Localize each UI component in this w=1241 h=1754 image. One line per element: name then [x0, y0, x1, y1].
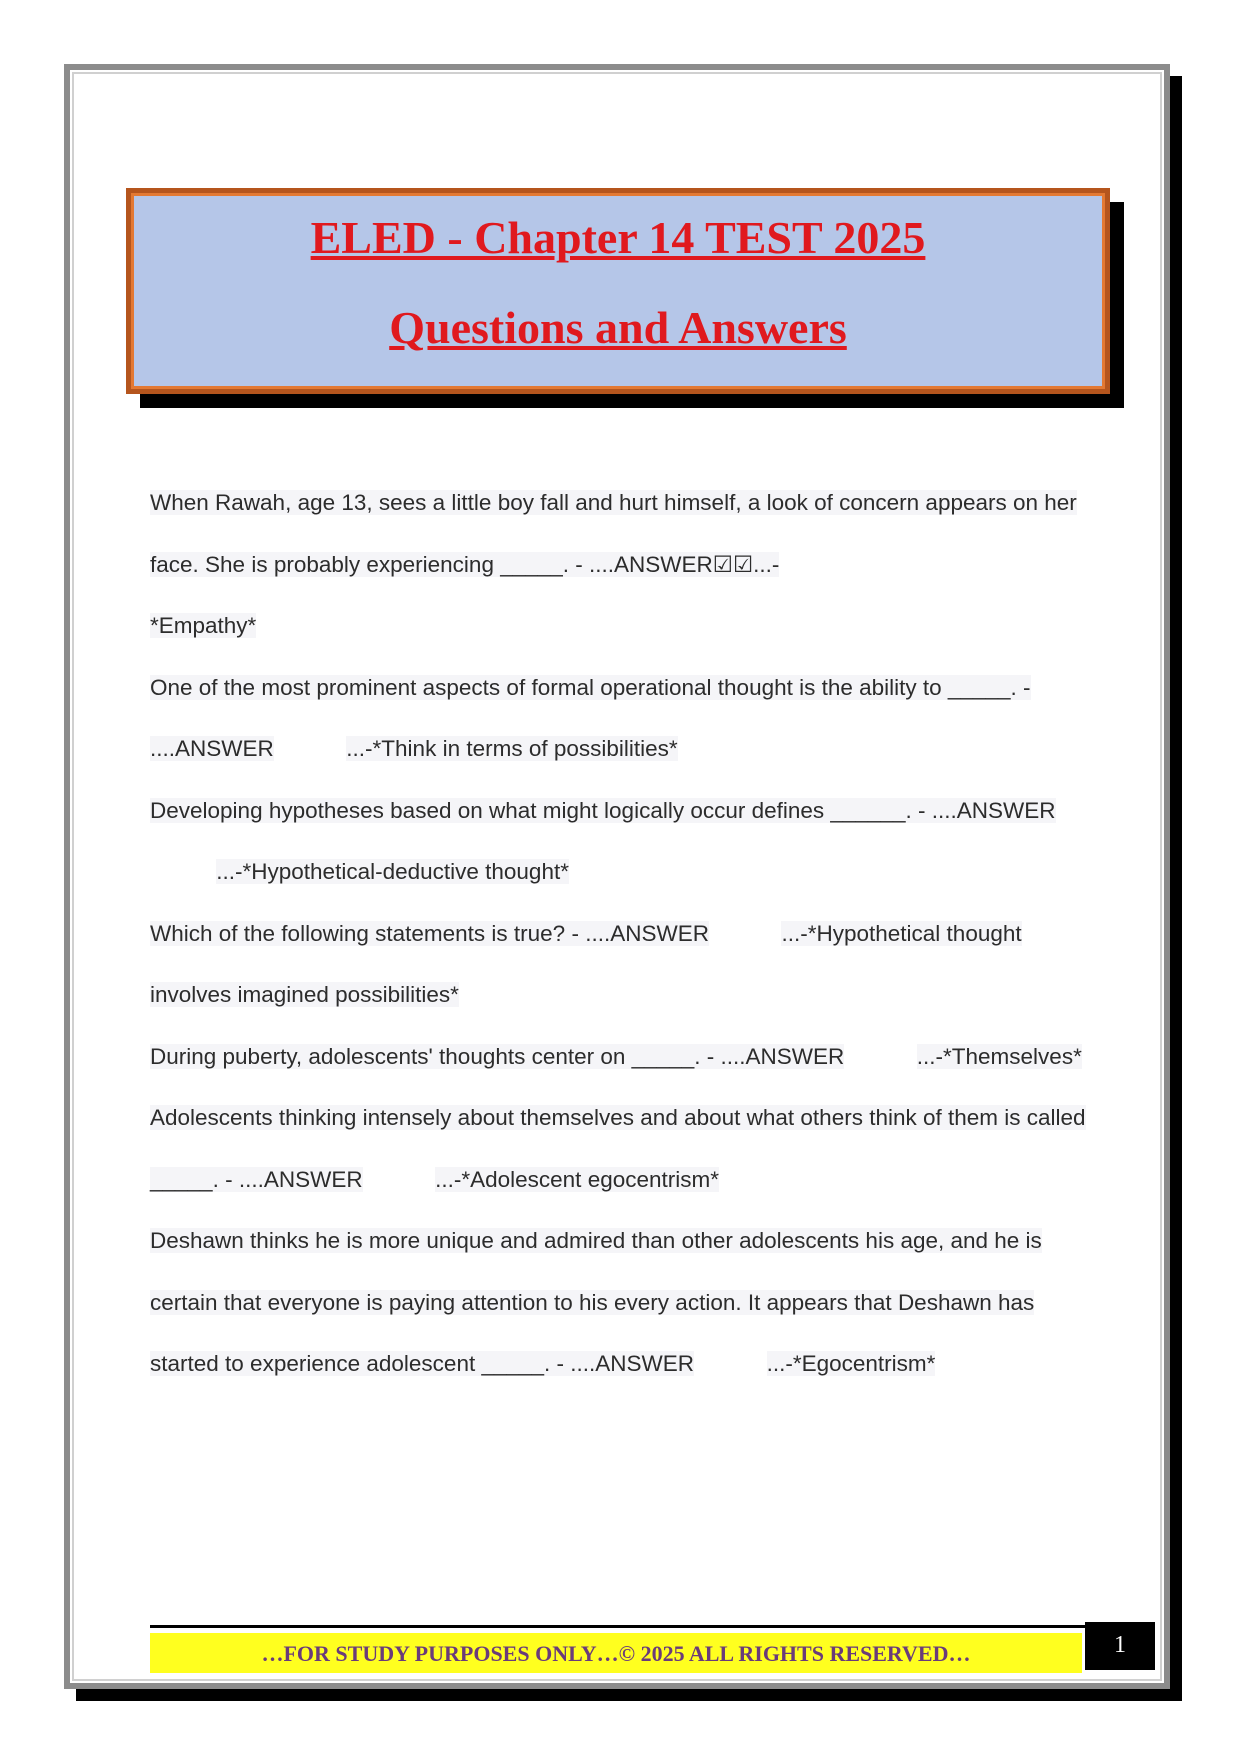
footer-bar — [150, 1633, 1082, 1673]
document-subtitle: Questions and Answers — [389, 302, 847, 353]
qa-item — [150, 1026, 1090, 1088]
answer-text: *Empathy* — [150, 613, 257, 638]
qa-item — [150, 1087, 1090, 1210]
question-text: During puberty, adolescents' thoughts center on _____. - ....ANSWER — [150, 1043, 845, 1069]
document-title: ELED - Chapter 14 TEST 2025 — [310, 212, 926, 263]
answer-text: ...-*Hypothetical-deductive thought* — [216, 859, 569, 884]
question-text: When Rawah, age 13, sees a little boy fall and hurt himself, a look of concern appears on her face. She is probably experiencing _____. - ....ANSWER☑☑...- — [150, 490, 1077, 577]
footer-rule — [150, 1625, 1130, 1628]
answer-text: ...-*Hypothetical thought involves imagined possibilities* — [150, 920, 1022, 1007]
page-number-box — [1085, 1622, 1155, 1670]
qa-item — [150, 1210, 1090, 1395]
qa-content — [150, 472, 1090, 1395]
answer-text: ...-*Themselves* — [916, 1043, 1082, 1069]
question-text: Adolescents thinking intensely about themselves and about what others think of them is called _____. - ....ANSWER — [150, 1105, 1086, 1192]
question-text: Deshawn thinks he is more unique and admired than other adolescents his age, and he is certain that everyone is paying attention to his every action. It appears that Deshawn has started to experience adolescent _____. - ....ANSWER — [150, 1228, 1042, 1376]
footer-text: …FOR STUDY PURPOSES ONLY…© 2025 ALL RIGHTS RESERVED… — [261, 1641, 971, 1666]
answer-text: ...-*Adolescent egocentrism* — [435, 1166, 719, 1192]
question-text: One of the most prominent aspects of formal operational thought is the ability to _____. - ....ANSWER — [150, 674, 1031, 761]
question-text: Which of the following statements is true? - ....ANSWER — [150, 920, 709, 946]
qa-item — [150, 472, 1090, 657]
qa-item — [150, 903, 1090, 1026]
question-text: Developing hypotheses based on what might logically occur defines ______. - ....ANSWER — [150, 797, 1056, 823]
qa-item — [150, 780, 1090, 903]
answer-text: ...-*Think in terms of possibilities* — [346, 736, 678, 761]
page-number: 1 — [1114, 1632, 1126, 1658]
qa-item — [150, 657, 1090, 780]
answer-text: ...-*Egocentrism* — [766, 1351, 936, 1376]
title-box — [126, 188, 1110, 394]
